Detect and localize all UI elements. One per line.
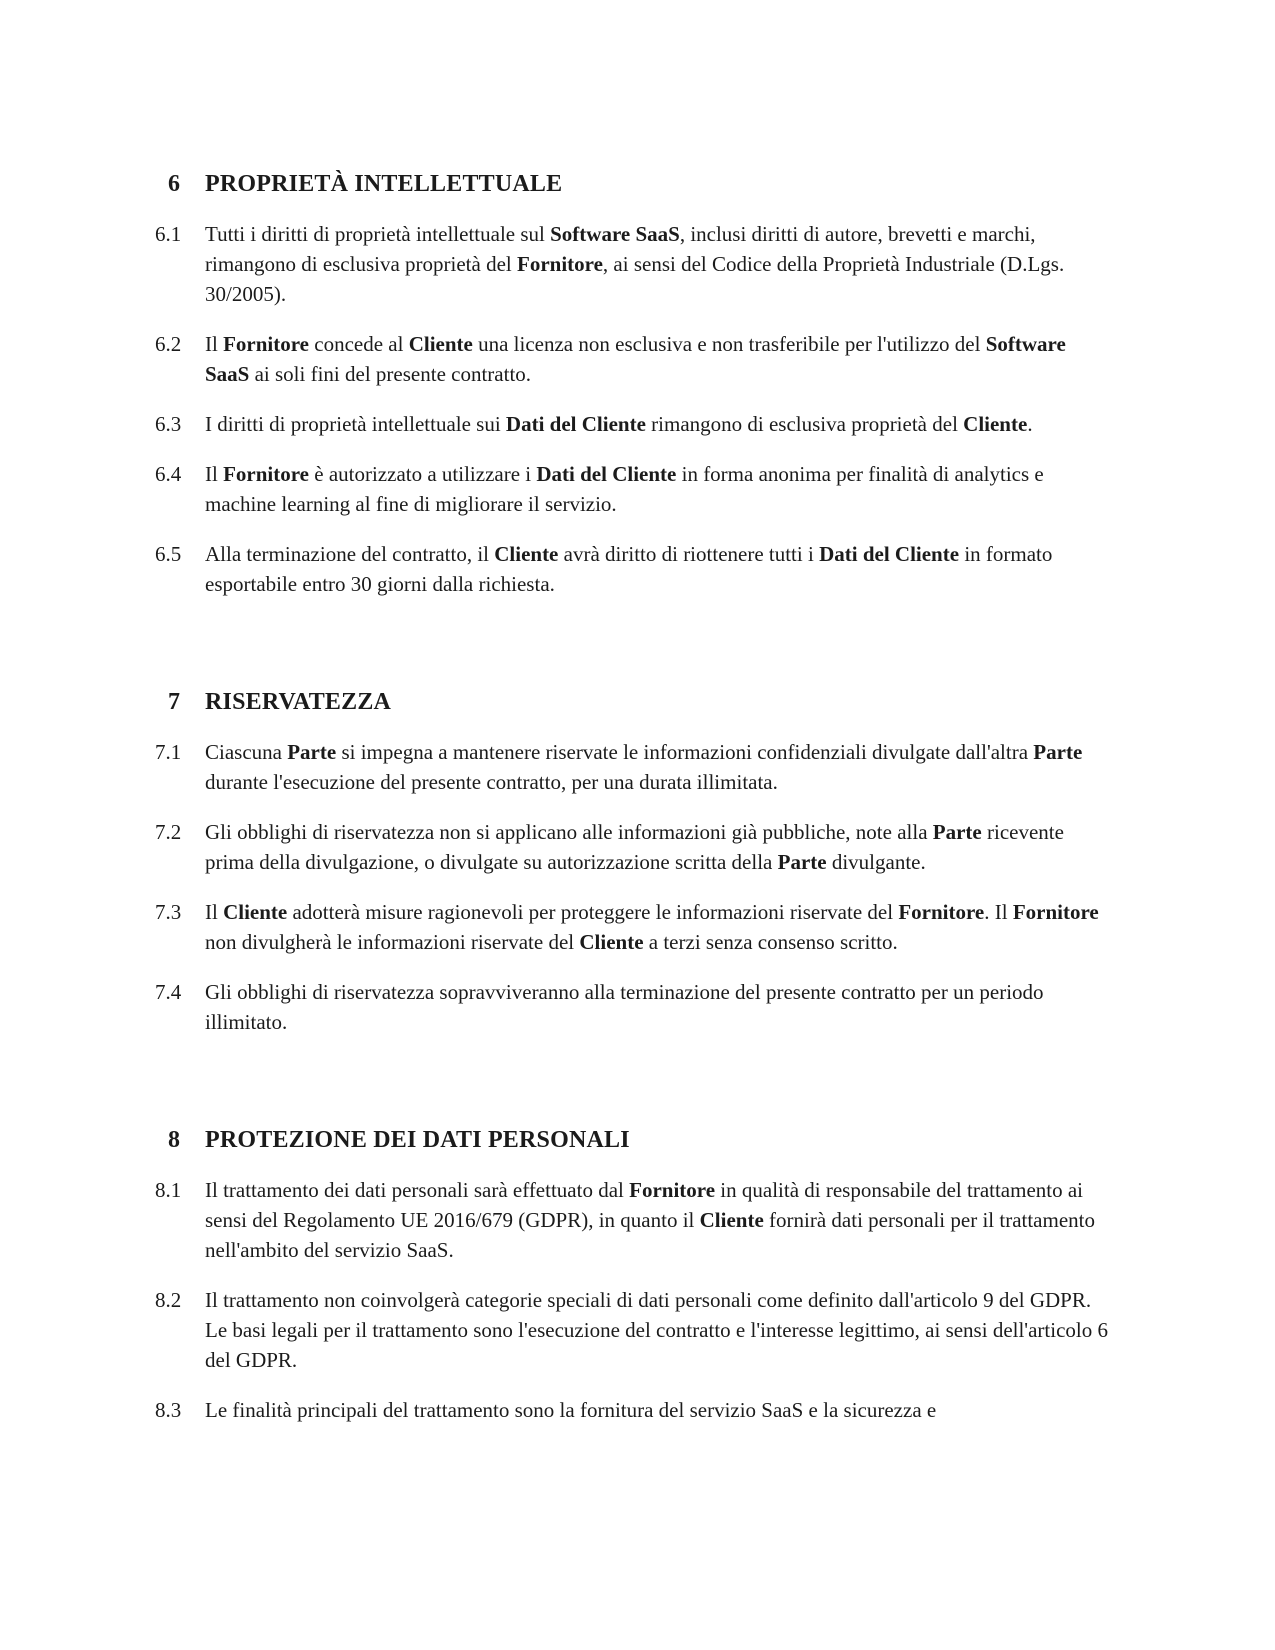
clause-row — [0, 219, 1275, 309]
clause-row — [0, 737, 1275, 797]
section-number: 7 — [168, 689, 180, 715]
clause-text: Gli obblighi di riservatezza sopravviveranno alla terminazione del presente contratto per un periodo illimitato. — [205, 980, 1044, 1034]
section-title: RISERVATEZZA — [205, 689, 392, 715]
clause-row — [0, 1175, 1275, 1265]
clause-row — [0, 1285, 1275, 1375]
clause-text: Il trattamento non coinvolgerà categorie speciali di dati personali come definito dall'articolo 9 del GDPR. Le basi legali per il trattamento sono l'esecuzione del contratto e l'interesse legittimo, ai sensi dell'articolo 6 del GDPR. — [205, 1288, 1108, 1372]
clause-row — [0, 329, 1275, 389]
section-number: 6 — [168, 171, 180, 197]
clause-number: 7.2 — [155, 820, 182, 844]
clause-row — [0, 539, 1275, 599]
clause-row — [0, 977, 1275, 1037]
clause-text: Il Fornitore concede al Cliente una licenza non esclusiva e non trasferibile per l'utilizzo del Software SaaS ai soli fini del presente contratto. — [205, 332, 1066, 386]
section-title: PROPRIETÀ INTELLETTUALE — [205, 171, 563, 197]
clause-row — [0, 897, 1275, 957]
section-heading — [0, 685, 1275, 719]
clause-text: Il Fornitore è autorizzato a utilizzare i Dati del Cliente in forma anonima per finalità di analytics e machine learning al fine di migliorare il servizio. — [205, 462, 1044, 516]
clause-text: Le finalità principali del trattamento sono la fornitura del servizio SaaS e la sicurezza e — [205, 1398, 937, 1422]
clause-number: 7.3 — [155, 900, 182, 924]
clause-number: 6.2 — [155, 332, 182, 356]
section-title: PROTEZIONE DEI DATI PERSONALI — [205, 1127, 630, 1153]
clause-number: 6.3 — [155, 412, 182, 436]
clause-row — [0, 1395, 1275, 1425]
clause-text: Gli obblighi di riservatezza non si applicano alle informazioni già pubbliche, note alla Parte ricevente prima della divulgazione, o divulgate su autorizzazione scritta della Parte divulgante. — [205, 820, 1064, 874]
clause-text: Il Cliente adotterà misure ragionevoli per proteggere le informazioni riservate del Fornitore. Il Fornitore non divulgherà le informazioni riservate del Cliente a terzi senza consenso scritto. — [205, 900, 1099, 954]
clause-text: I diritti di proprietà intellettuale sui Dati del Cliente rimangono di esclusiva proprietà del Cliente. — [205, 412, 1033, 436]
clause-number: 8.2 — [155, 1288, 182, 1312]
section-heading — [0, 1123, 1275, 1157]
clause-text: Ciascuna Parte si impegna a mantenere riservate le informazioni confidenziali divulgate dall'altra Parte durante l'esecuzione del presente contratto, per una durata illimitata. — [205, 740, 1083, 794]
clause-number: 6.1 — [155, 222, 182, 246]
contract-section — [0, 167, 1275, 599]
clause-text: Tutti i diritti di proprietà intellettuale sul Software SaaS, inclusi diritti di autore, brevetti e marchi, rimangono di esclusiva proprietà del Fornitore, ai sensi del Codice della Proprietà Industriale (D.Lgs. 30/2005). — [205, 222, 1065, 306]
clause-row — [0, 817, 1275, 877]
contract-section — [0, 1123, 1275, 1425]
clause-number: 8.3 — [155, 1398, 182, 1422]
clause-text: Il trattamento dei dati personali sarà effettuato dal Fornitore in qualità di responsabile del trattamento ai sensi del Regolamento UE 2016/679 (GDPR), in quanto il Cliente fornirà dati personali per il trattamento nell'ambito del servizio SaaS. — [205, 1178, 1095, 1262]
clause-text: Alla terminazione del contratto, il Cliente avrà diritto di riottenere tutti i Dati del Cliente in formato esportabile entro 30 giorni dalla richiesta. — [205, 542, 1053, 596]
section-number: 8 — [168, 1127, 180, 1153]
clause-row — [0, 459, 1275, 519]
clause-number: 6.4 — [155, 462, 182, 486]
clause-number: 6.5 — [155, 542, 182, 566]
contract-section — [0, 685, 1275, 1037]
section-heading — [0, 167, 1275, 201]
clause-number: 7.4 — [155, 980, 182, 1004]
clause-number: 8.1 — [155, 1178, 182, 1202]
clause-row — [0, 409, 1275, 439]
clause-number: 7.1 — [155, 740, 182, 764]
